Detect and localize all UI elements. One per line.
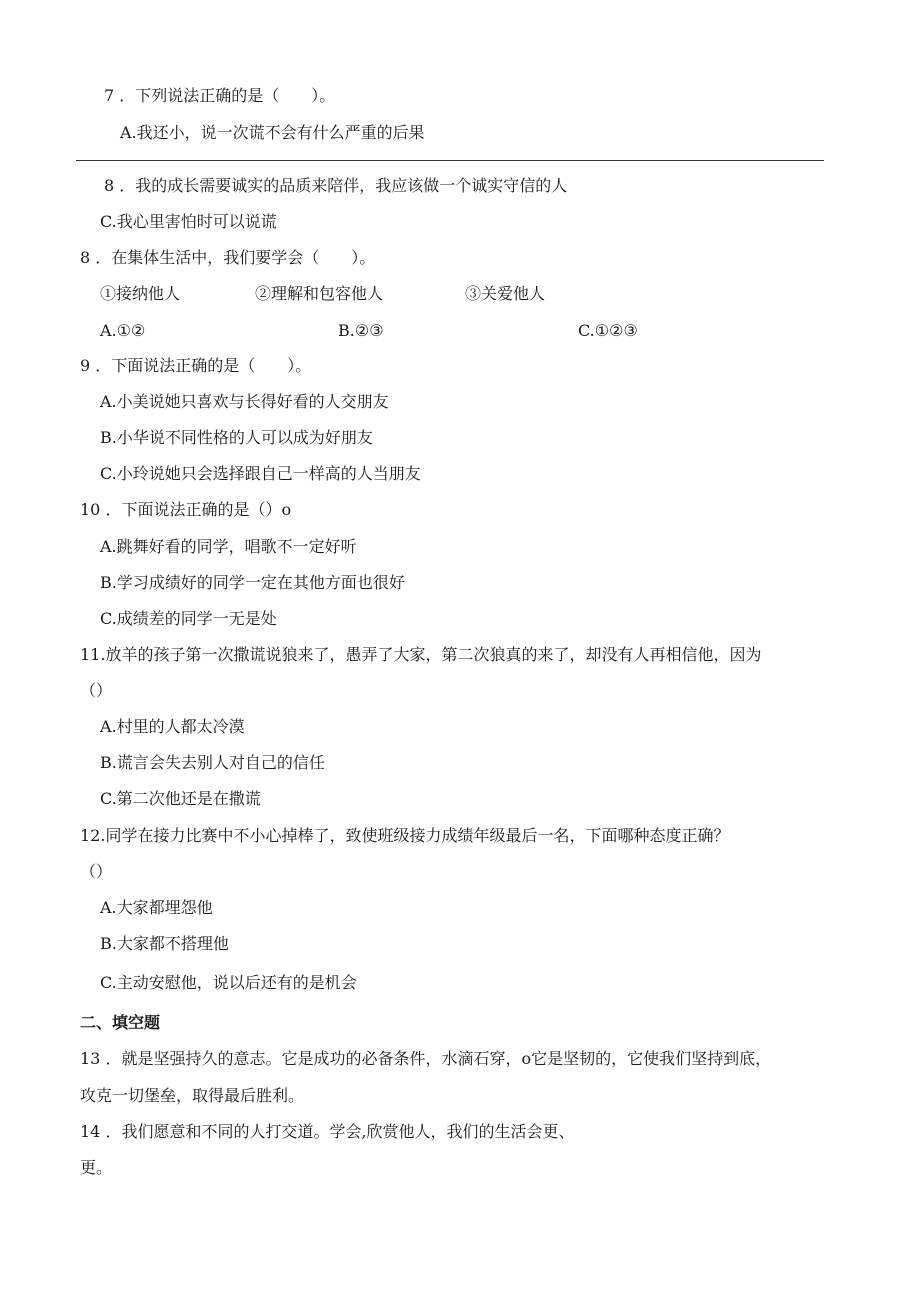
q10-stem: 10 ．下面说法正确的是（）o	[80, 500, 292, 519]
q11-option-a: A.村里的人都太冷漠	[100, 717, 245, 736]
q10-option-b: B.学习成绩好的同学一定在其他方面也很好	[100, 573, 405, 592]
q9-option-c: C.小玲说她只会选择跟自己一样高的人当朋友	[100, 464, 421, 483]
q8-item-2: ②理解和包容他人	[255, 284, 384, 303]
q7-option-c: C.我心里害怕时可以说谎	[100, 212, 277, 231]
q14-line2: 更。	[80, 1158, 113, 1177]
q13-line2: 攻克一切堡垒，取得最后胜利。	[80, 1086, 305, 1105]
q12-stem-line1: 12.同学在接力比赛中不小心掉棒了，致使班级接力成绩年级最后一名，下面哪种态度正确？	[80, 826, 730, 845]
q11-stem-line2: （）	[80, 681, 113, 700]
divider	[76, 160, 824, 161]
q13-line1: 13 ．就是坚强持久的意志。它是成功的必备条件，水滴石穿，o它是坚韧的，它使我们坚持到底，	[80, 1049, 772, 1068]
q10-option-a: A.跳舞好看的同学，唱歌不一定好听	[100, 537, 357, 556]
q8-stem: 8 ．在集体生活中，我们要学会（ ）。	[80, 248, 376, 267]
q11-option-c: C.第二次他还是在撒谎	[100, 789, 261, 808]
q12-option-b: B.大家都不搭理他	[100, 934, 229, 953]
q9-option-a: A.小美说她只喜欢与长得好看的人交朋友	[100, 392, 389, 411]
q8-item-1: ①接纳他人	[100, 284, 181, 303]
q12-option-a: A.大家都埋怨他	[100, 898, 213, 917]
q11-stem-line1: 11.放羊的孩子第一次撒谎说狼来了，愚弄了大家，第二次狼真的来了，却没有人再相信他，因为	[80, 645, 762, 664]
q8-item-3: ③关爱他人	[465, 284, 546, 303]
section-title: 二、填空题	[80, 1013, 161, 1032]
q10-option-c: C.成绩差的同学一无是处	[100, 609, 277, 628]
q9-option-b: B.小华说不同性格的人可以成为好朋友	[100, 428, 373, 447]
q14-line1: 14 ．我们愿意和不同的人打交道。学会,欣赏他人，我们的生活会更、	[80, 1122, 575, 1141]
q8-option-c: C.①②③	[578, 321, 638, 340]
q8-option-b: B.②③	[338, 321, 384, 340]
q9-stem: 9 ．下面说法正确的是（ ）。	[80, 356, 312, 375]
q7-option-a: A.我还小，说一次谎不会有什么严重的后果	[120, 123, 425, 142]
q12-option-c: C.主动安慰他，说以后还有的是机会	[100, 973, 357, 992]
q7-stem: 7 ．下列说法正确的是（ ）。	[104, 86, 336, 105]
q7-option-b: 8 ．我的成长需要诚实的品质来陪伴，我应该做一个诚实守信的人	[104, 176, 568, 195]
q12-stem-line2: （）	[80, 862, 113, 881]
q11-option-b: B.谎言会失去别人对自己的信任	[100, 753, 325, 772]
q8-option-a: A.①②	[100, 321, 146, 340]
